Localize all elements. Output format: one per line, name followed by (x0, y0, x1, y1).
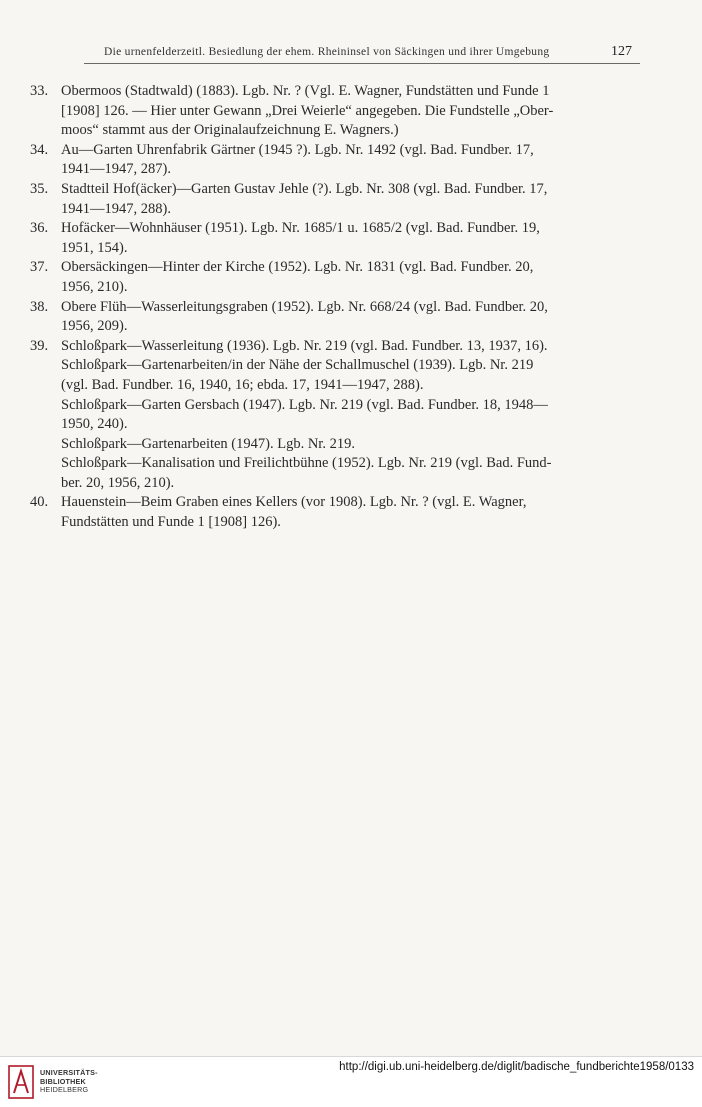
entry-line: (vgl. Bad. Fundber. 16, 1940, 16; ebda. 17, 1941—1947, 288). (61, 376, 424, 393)
list-item (30, 337, 642, 494)
entry-line: [1908] 126. — Hier unter Gewann „Drei Weierle“ angegeben. Die Fundstelle „Ober- (61, 102, 554, 119)
entry-line: Fundstätten und Funde 1 [1908] 126). (61, 514, 281, 531)
entry-line: Schloßpark—Kanalisation und Freilichtbühne (1952). Lgb. Nr. 219 (vgl. Bad. Fund- (61, 455, 552, 472)
entry-number: 36. (30, 220, 49, 237)
entry-line: Hauenstein—Beim Graben eines Kellers (vor 1908). Lgb. Nr. ? (vgl. E. Wagner, (61, 494, 527, 511)
list-item (30, 82, 642, 141)
entry-line: Schloßpark—Wasserleitung (1936). Lgb. Nr. 219 (vgl. Bad. Fundber. 13, 1937, 16). (61, 337, 548, 354)
entry-number: 35. (30, 180, 49, 197)
entry-line: 1951, 154). (61, 239, 128, 256)
entry-line: ber. 20, 1956, 210). (61, 474, 175, 491)
library-logo-icon (8, 1065, 34, 1099)
entry-line: Schloßpark—Gartenarbeiten (1947). Lgb. Nr. 219. (61, 435, 355, 452)
entry-number: 34. (30, 141, 49, 158)
running-head: Die urnenfelderzeitl. Besiedlung der ehem. Rheininsel von Säckingen und ihrer Umgebung (104, 46, 550, 58)
entry-line: moos“ stammt aus der Originalaufzeichnung E. Wagners.) (61, 122, 399, 139)
site-list (30, 82, 642, 533)
entry-line: Obersäckingen—Hinter der Kirche (1952). Lgb. Nr. 1831 (vgl. Bad. Fundber. 20, (61, 259, 534, 276)
entry-number: 38. (30, 298, 49, 315)
logo-line-3: HEIDELBERG (40, 1085, 89, 1094)
entry-number: 33. (30, 83, 49, 99)
entry-number: 39. (30, 337, 49, 354)
entry-line: Obermoos (Stadtwald) (1883). Lgb. Nr. ? (Vgl. E. Wagner, Fundstätten und Funde 1 (61, 83, 550, 99)
entry-line: 1941—1947, 287). (61, 161, 171, 178)
page-number: 127 (611, 44, 632, 59)
entry-line: Stadtteil Hof(äcker)—Garten Gustav Jehle (?). Lgb. Nr. 308 (vgl. Bad. Fundber. 17, (61, 180, 548, 197)
entry-line: Schloßpark—Garten Gersbach (1947). Lgb. Nr. 219 (vgl. Bad. Fundber. 18, 1948— (61, 396, 548, 413)
logo-line-1: UNIVERSITÄTS- (40, 1068, 98, 1077)
list-item (30, 141, 642, 180)
list-item (30, 219, 642, 258)
entry-line: Schloßpark—Gartenarbeiten/in der Nähe der Schallmuschel (1939). Lgb. Nr. 219 (61, 357, 534, 374)
logo-line-2: BIBLIOTHEK (40, 1076, 86, 1086)
list-item (30, 298, 642, 337)
entry-line: Hofäcker—Wohnhäuser (1951). Lgb. Nr. 1685/1 u. 1685/2 (vgl. Bad. Fundber. 19, (61, 220, 540, 237)
entry-line: 1941—1947, 288). (61, 200, 171, 217)
entry-line: 1956, 210). (61, 278, 128, 295)
entry-number: 40. (30, 494, 49, 511)
list-item (30, 258, 642, 297)
list-item (30, 180, 642, 219)
header-rule (84, 63, 640, 64)
page-header (84, 42, 640, 64)
library-logo-text (40, 1069, 98, 1095)
entry-number: 37. (30, 259, 49, 276)
footer-bar (0, 1056, 702, 1107)
entry-line: 1956, 209). (61, 318, 128, 335)
permalink-url[interactable]: http://digi.ub.uni-heidelberg.de/diglit/badische_fundberichte1958/0133 (339, 1061, 694, 1073)
entry-line: Au—Garten Uhrenfabrik Gärtner (1945 ?). Lgb. Nr. 1492 (vgl. Bad. Fundber. 17, (61, 141, 534, 158)
entry-line: 1950, 240). (61, 416, 128, 433)
list-item (30, 493, 642, 532)
entry-line: Obere Flüh—Wasserleitungsgraben (1952). Lgb. Nr. 668/24 (vgl. Bad. Fundber. 20, (61, 298, 548, 315)
